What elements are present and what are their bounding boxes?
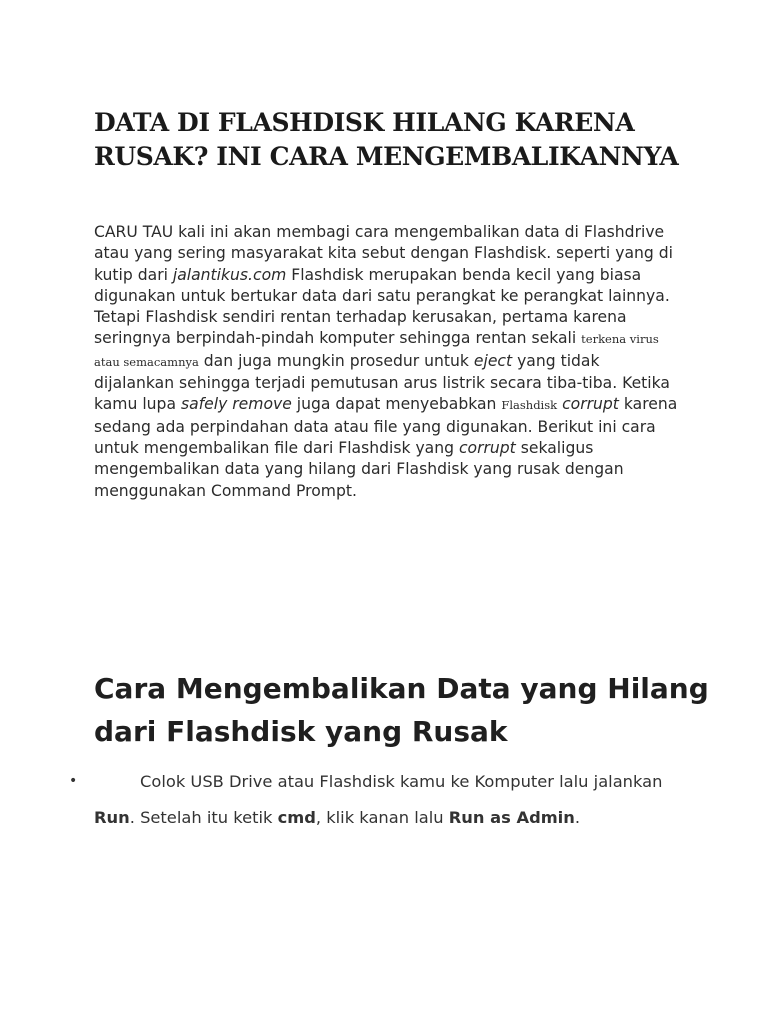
step-text bbox=[94, 764, 684, 835]
intro-text: sekaligus mengembalikan data yang hilang dari Flashdisk yang rusak dengan menggunakan Command Prompt. bbox=[94, 438, 624, 500]
source-site-text: jalantikus.com bbox=[172, 265, 287, 284]
step-keyword: Run as Admin bbox=[448, 807, 575, 827]
intro-text: CARU TAU kali ini akan membagi cara mengembalikan data di Flashdrive atau yang sering masyarakat kita sebut dengan Flashdisk. seperti yang di kutip dari bbox=[94, 223, 673, 284]
intro-emphasis: eject bbox=[473, 351, 513, 370]
intro-text: Flashdisk merupakan benda kecil yang biasa digunakan untuk bertukar data dari satu perangkat ke perangkat lainnya. Tetapi Flashdisk sendiri rentan terhadap kerusakan, pertama karena seringnya berpindah-pindah komputer sehingga rentan sekali bbox=[94, 265, 670, 348]
intro-emphasis: corrupt bbox=[562, 395, 619, 414]
article-title: DATA DI FLASHDISK HILANG KARENA RUSAK? INI CARA MENGEMBALIKANNYA bbox=[94, 108, 679, 171]
step-text-part: . bbox=[574, 807, 581, 827]
step-keyword: cmd bbox=[277, 807, 316, 827]
section-heading: Cara Mengembalikan Data yang Hilang dari Flashdisk yang Rusak bbox=[94, 672, 709, 748]
intro-emphasis: safely remove bbox=[180, 395, 292, 414]
intro-text: yang tidak dijalankan sehingga terjadi pemutusan arus listrik secara tiba-tiba. Ketika kamu lupa bbox=[94, 351, 670, 414]
intro-text: juga dapat menyebabkan bbox=[291, 395, 502, 414]
intro-text: karena sedang ada perpindahan data atau file yang digunakan. Berikut ini cara untuk mengembalikan file dari Flashdisk yang bbox=[94, 395, 678, 457]
intro-emphasis: corrupt bbox=[458, 438, 516, 457]
list-item bbox=[0, 764, 768, 835]
step-keyword: Run bbox=[94, 807, 130, 827]
intro-small-text: terkena virus atau semacamnya bbox=[94, 332, 659, 369]
step-text-part: Colok USB Drive atau Flashdisk kamu ke Komputer lalu jalankan bbox=[140, 772, 663, 791]
steps-list bbox=[0, 764, 768, 835]
intro-small-text: Flashdisk bbox=[501, 398, 558, 413]
intro-paragraph bbox=[94, 222, 679, 502]
bullet-icon: • bbox=[69, 773, 78, 789]
intro-text: dan juga mungkin prosedur untuk bbox=[198, 351, 474, 370]
step-text-part: , klik kanan lalu bbox=[315, 807, 449, 827]
step-text-part: . Setelah itu ketik bbox=[129, 807, 278, 827]
